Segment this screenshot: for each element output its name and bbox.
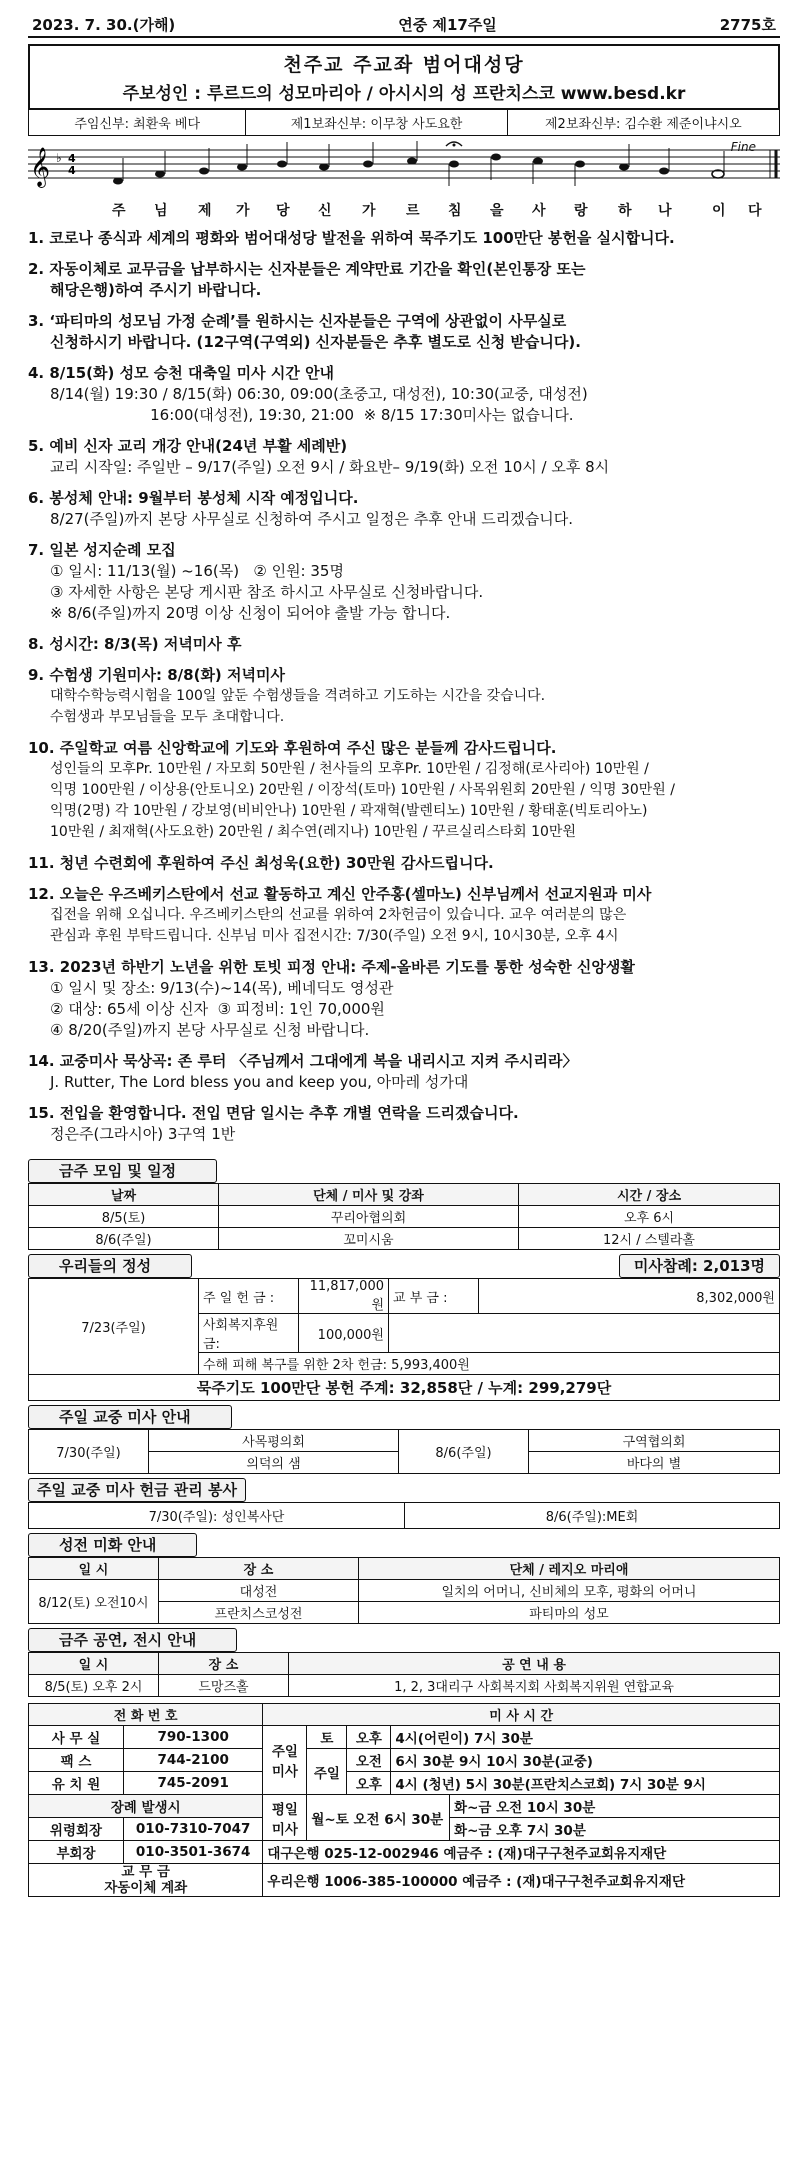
assistant-priest-1: 제1보좌신부: 이무창 사도요한 xyxy=(246,110,507,135)
text-cell: 오후 6시 xyxy=(519,1206,780,1228)
notice-heading: 11. 청년 수련회에 후원하여 주신 최성욱(요한) 30만원 감사드립니다. xyxy=(28,854,494,872)
text-cell: 단체 / 미사 및 강좌 xyxy=(219,1184,519,1206)
church-name: 천주교 주교좌 범어대성당 xyxy=(283,54,525,76)
text-cell: 가 xyxy=(236,203,251,219)
text-cell: 대성전 xyxy=(159,1580,359,1602)
text-cell: 8/6(주일):ME회 xyxy=(405,1503,780,1529)
text-cell: 의덕의 샘 xyxy=(149,1452,399,1474)
text-cell: 일 시 xyxy=(29,1558,159,1580)
notice-line: 10만원 / 최재혁(사도요한) 20만원 / 최수연(레지나) 10만원 / 꾸르실리스타회 10만원 xyxy=(50,824,576,840)
text-cell: 전 화 번 호 xyxy=(29,1704,263,1726)
notice-line: 익명 100만원 / 이상용(안토니오) 20만원 / 이장석(토마) 10만원 / 사목위원회 20만원 / 익명 30만원 / xyxy=(50,782,675,798)
text-cell: 일치의 어머니, 신비체의 모후, 평화의 어머니 xyxy=(359,1580,780,1602)
notice-heading: 4. 8/15(화) 성모 승천 대축일 미사 시간 안내 xyxy=(28,364,335,382)
text-cell: 7/23(주일) xyxy=(29,1279,199,1375)
text-cell: 일 시 xyxy=(29,1653,159,1675)
notice-heading: 12. 오늘은 우즈베키스탄에서 선교 활동하고 계신 안주홍(셀마노) 신부님께서 선교지원과 미사 xyxy=(28,885,652,903)
notice-heading: 15. 전입을 환영합니다. 전입 면담 일시는 추후 개별 연락을 드리겠습니다. xyxy=(28,1104,519,1122)
altar-title: 성전 미화 안내 xyxy=(28,1533,197,1557)
meetings-title: 금주 모임 및 일정 xyxy=(28,1159,217,1183)
notice-line: 정은주(그라시아) 3구역 1반 xyxy=(50,1125,236,1143)
text-cell: 당 xyxy=(276,203,291,219)
text-cell: 사목평의회 xyxy=(149,1430,399,1452)
notice-item xyxy=(28,259,780,301)
notice-item xyxy=(28,665,780,728)
church-patrons: 주보성인 : 루르드의 성모마리아 / 아시시의 성 프란치스코 www.besd.kr xyxy=(122,84,686,104)
text-cell: 4시 (청년) 5시 30분(프란치스코회) 7시 30분 9시 xyxy=(391,1772,780,1795)
notice-item xyxy=(28,540,780,624)
text-cell: 구역협의회 xyxy=(529,1430,780,1452)
text-cell: 을 xyxy=(490,203,505,219)
notice-heading: 2. 자동이체로 교무금을 납부하시는 신자분들은 계약만료 기간을 확인(본인통장 또는 xyxy=(28,260,586,278)
priests-row xyxy=(28,110,780,136)
notice-line: J. Rutter, The Lord bless you and keep you, 아마레 성가대 xyxy=(50,1073,469,1091)
text-cell: 나 xyxy=(658,203,673,219)
bulletin-date: 2023. 7. 30.(가해) xyxy=(32,16,176,34)
notice-item xyxy=(28,311,780,353)
text-cell: 월~토 오전 6시 30분 xyxy=(307,1795,450,1841)
text-cell: 님 xyxy=(154,203,169,219)
attendance-badge: 미사참례: 2,013명 xyxy=(619,1254,780,1278)
text-cell: 가 xyxy=(362,203,377,219)
text-cell: 주일 xyxy=(307,1749,347,1795)
text-cell: 부회장 xyxy=(29,1841,124,1864)
notice-line: ① 일시 및 장소: 9/13(수)~14(목), 베네딕도 영성관 xyxy=(50,979,394,997)
notice-line: 대학수학능력시험을 100일 앞둔 수험생들을 격려하고 기도하는 시간을 갖습니다. xyxy=(50,688,546,704)
notice-heading: 1. 코로나 종식과 세계의 평화와 범어대성당 발전을 위하여 묵주기도 100만단 봉헌을 실시합니다. xyxy=(28,229,675,247)
text-cell: 다 xyxy=(748,203,763,219)
rosary-total: 묵주기도 100만단 봉헌 주계: 32,858단 / 누계: 299,279단 xyxy=(29,1375,780,1401)
notice-item xyxy=(28,884,780,947)
notice-item xyxy=(28,1051,780,1093)
text-cell: 사 무 실 xyxy=(29,1726,124,1749)
text-cell: 공 연 내 용 xyxy=(289,1653,780,1675)
text-cell: 주 xyxy=(112,203,127,219)
text-cell: 랑 xyxy=(574,203,589,219)
text-cell: 장례 발생시 xyxy=(29,1795,263,1818)
text-cell: 유 치 원 xyxy=(29,1772,124,1795)
notice-line: 8/27(주일)까지 본당 사무실로 신청하여 주시고 일정은 추후 안내 드리겠습니다. xyxy=(50,510,574,528)
text-cell: 토 xyxy=(307,1726,347,1749)
svg-text:4: 4 xyxy=(68,152,76,165)
text-cell: 6시 30분 9시 10시 30분(교중) xyxy=(391,1749,780,1772)
contacts-mass-table xyxy=(28,1703,780,1897)
text-cell: 하 xyxy=(618,203,633,219)
notice-line: ※ 8/6(주일)까지 20명 이상 신청이 되어야 출발 가능 합니다. xyxy=(50,604,451,622)
notice-line: 해당은행)하여 주시기 바랍니다. xyxy=(50,281,262,299)
liturgical-week: 연중 제17주일 xyxy=(398,16,497,34)
text-cell: 수해 피해 복구를 위한 2차 헌금: 5,993,400원 xyxy=(199,1353,780,1375)
text-cell: 11,817,000원 xyxy=(299,1279,389,1314)
pastor: 주임신부: 최환욱 베다 xyxy=(29,110,246,135)
text-cell: 미 사 시 간 xyxy=(263,1704,780,1726)
text-cell: 주일 미사 xyxy=(263,1726,307,1795)
text-cell: 790-1300 xyxy=(124,1726,263,1749)
text-cell: 사 xyxy=(532,203,547,219)
notice-line: ④ 8/20(주일)까지 본당 사무실로 신청 바랍니다. xyxy=(50,1021,370,1039)
notice-item xyxy=(28,436,780,478)
notice-line: 수험생과 부모님들을 모두 초대합니다. xyxy=(50,709,285,725)
collection-title: 주일 교중 미사 헌금 관리 봉사 xyxy=(28,1478,246,1502)
text-cell: 날짜 xyxy=(29,1184,219,1206)
notice-line: 신청하시기 바랍니다. (12구역(구역외) 신자분들은 추후 별도로 신청 받습니다). xyxy=(50,333,581,351)
text-cell: 7/30(주일): 성인복사단 xyxy=(29,1503,405,1529)
header-line xyxy=(28,14,780,38)
text-cell: 위령회장 xyxy=(29,1818,124,1841)
text-cell: 745-2091 xyxy=(124,1772,263,1795)
notice-line: 16:00(대성전), 19:30, 21:00 ※ 8/15 17:30미사는 없습니다. xyxy=(50,406,574,424)
text-cell: 주 일 헌 금 : xyxy=(199,1279,299,1314)
church-title-box xyxy=(28,44,780,110)
text-cell: 팩 스 xyxy=(29,1749,124,1772)
text-cell: 1, 2, 3대리구 사회복지회 사회복지위원 연합교육 xyxy=(289,1675,780,1697)
bulletin-page xyxy=(28,14,780,1897)
text-cell: 8/5(토) 오후 2시 xyxy=(29,1675,159,1697)
notice-line: 교리 시작일: 주일반 – 9/17(주일) 오전 9시 / 화요반– 9/19(화) 오전 10시 / 오후 8시 xyxy=(50,458,610,476)
meetings-table xyxy=(28,1183,780,1250)
notice-item xyxy=(28,957,780,1041)
text-cell: 4시(어린이) 7시 30분 xyxy=(391,1726,780,1749)
text-cell: 장 소 xyxy=(159,1653,289,1675)
text-cell: 오후 xyxy=(347,1772,391,1795)
text-cell: 화~금 오후 7시 30분 xyxy=(450,1818,780,1841)
text-cell: 자동이체 계좌 xyxy=(104,1880,188,1896)
fine-marking: Fine xyxy=(730,140,756,154)
table-row xyxy=(29,1675,780,1697)
table-row xyxy=(29,1228,780,1250)
text-cell: 010-7310-7047 xyxy=(124,1818,263,1841)
events-table xyxy=(28,1652,780,1697)
text-cell: 신 xyxy=(318,203,333,219)
text-cell: 7/30(주일) xyxy=(29,1430,149,1474)
text-cell: 교 부 금 : xyxy=(389,1279,479,1314)
notice-item xyxy=(28,228,780,249)
hymn-music xyxy=(28,140,780,226)
notice-line: 집전을 위해 오십니다. 우즈베키스탄의 선교를 위하여 2차헌금이 있습니다. 교우 여러분의 많은 xyxy=(50,907,627,923)
text-cell: 사회복지후원금: xyxy=(199,1314,299,1353)
notice-item xyxy=(28,853,780,874)
text-cell: 12시 / 스텔라홀 xyxy=(519,1228,780,1250)
notice-item xyxy=(28,363,780,426)
text-cell: 꾸리아협의회 xyxy=(219,1206,519,1228)
text-cell: 침 xyxy=(448,203,463,219)
svg-text:♭: ♭ xyxy=(56,151,62,165)
text-cell: 꼬미시움 xyxy=(219,1228,519,1250)
issue-number: 2775호 xyxy=(719,16,776,34)
text-cell: 드망즈홀 xyxy=(159,1675,289,1697)
mass-service-table xyxy=(28,1429,780,1474)
notices-list xyxy=(28,228,780,1145)
text-cell: 8/6(주일) xyxy=(399,1430,529,1474)
notice-heading: 6. 봉성체 안내: 9월부터 봉성체 시작 예정입니다. xyxy=(28,489,359,507)
events-title: 금주 공연, 전시 안내 xyxy=(28,1628,237,1652)
text-cell: 8/12(토) 오전10시 xyxy=(29,1580,159,1624)
notice-item xyxy=(28,738,780,843)
text-cell: 이 xyxy=(712,203,727,219)
assistant-priest-2: 제2보좌신부: 김수환 제준이냐시오 xyxy=(544,117,742,132)
text-cell: 화~금 오전 10시 30분 xyxy=(450,1795,780,1818)
text-cell: 단체 / 레지오 마리애 xyxy=(359,1558,780,1580)
text-cell: 프란치스코성전 xyxy=(159,1602,359,1624)
text-cell: 바다의 별 xyxy=(529,1452,780,1474)
text-cell: 8,302,000원 xyxy=(479,1279,780,1314)
notice-item xyxy=(28,1103,780,1145)
mass-service-title: 주일 교중 미사 안내 xyxy=(28,1405,232,1429)
text-cell: 우리은행 1006-385-100000 예금주 : (재)대구구천주교회유지재단 xyxy=(263,1864,780,1897)
notice-line: 관심과 후원 부탁드립니다. 신부님 미사 집전시간: 7/30(주일) 오전 9시, 10시30분, 오후 4시 xyxy=(50,928,619,944)
text-cell: 평일 미사 xyxy=(263,1795,307,1841)
text-cell: 010-3501-3674 xyxy=(124,1841,263,1864)
notice-heading: 8. 성시간: 8/3(목) 저녁미사 후 xyxy=(28,635,242,653)
notice-heading: 14. 교중미사 묵상곡: 존 루터 〈주님께서 그대에게 복을 내리시고 지켜 주시리라〉 xyxy=(28,1052,578,1070)
notice-item xyxy=(28,634,780,655)
text-cell: 오후 xyxy=(347,1726,391,1749)
notice-line: 8/14(월) 19:30 / 8/15(화) 06:30, 09:00(초중고, 대성전), 10:30(교중, 대성전) xyxy=(50,385,588,403)
altar-table xyxy=(28,1557,780,1624)
offering-table xyxy=(28,1278,780,1401)
notice-line: ③ 자세한 사항은 본당 게시판 참조 하시고 사무실로 신청바랍니다. xyxy=(50,583,484,601)
notice-heading: 13. 2023년 하반기 노년을 위한 토빗 피정 안내: 주제-올바른 기도를 통한 성숙한 신앙생활 xyxy=(28,958,635,976)
notice-line: 익명(2명) 각 10만원 / 강보영(비비안나) 10만원 / 곽재혁(발렌티노) 10만원 / 황태훈(빅토리아노) xyxy=(50,803,648,819)
notice-item xyxy=(28,488,780,530)
text-cell: 교 무 금 xyxy=(121,1864,170,1880)
text-cell: 제 xyxy=(198,203,213,219)
text-cell: 시간 / 장소 xyxy=(519,1184,780,1206)
text-cell: 파티마의 성모 xyxy=(359,1602,780,1624)
notice-heading: 7. 일본 성지순례 모집 xyxy=(28,541,176,559)
notice-heading: 5. 예비 신자 교리 개강 안내(24년 부활 세례반) xyxy=(28,437,348,455)
text-cell: 르 xyxy=(406,203,421,219)
text-cell: 8/5(토) xyxy=(29,1206,219,1228)
music-staff xyxy=(28,140,780,200)
notice-line: 성인들의 모후Pr. 10만원 / 자모회 50만원 / 천사들의 모후Pr. 10만원 / 김정해(로사리아) 10만원 / xyxy=(50,761,649,777)
collection-table xyxy=(28,1502,780,1529)
svg-text:𝄞: 𝄞 xyxy=(30,147,51,187)
offering-title: 우리들의 정성 xyxy=(28,1254,192,1278)
text-cell: 오전 xyxy=(347,1749,391,1772)
notice-heading: 9. 수험생 기원미사: 8/8(화) 저녁미사 xyxy=(28,666,285,684)
notice-line: ① 일시: 11/13(월) ~16(목) ② 인원: 35명 xyxy=(50,562,344,580)
text-cell: 100,000원 xyxy=(299,1314,389,1353)
text-cell: 744-2100 xyxy=(124,1749,263,1772)
notice-heading: 10. 주일학교 여름 신앙학교에 기도와 후원하여 주신 많은 분들께 감사드립니다. xyxy=(28,739,557,757)
text-cell: 8/6(주일) xyxy=(29,1228,219,1250)
notice-line: ② 대상: 65세 이상 신자 ③ 피정비: 1인 70,000원 xyxy=(50,1000,385,1018)
notice-heading: 3. ‘파티마의 성모님 가정 순례’를 원하시는 신자분들은 구역에 상관없이 사무실로 xyxy=(28,312,567,330)
svg-text:4: 4 xyxy=(68,164,76,177)
text-cell: 장 소 xyxy=(159,1558,359,1580)
text-cell: 대구은행 025-12-002946 예금주 : (재)대구구천주교회유지재단 xyxy=(263,1841,780,1864)
table-row xyxy=(29,1206,780,1228)
